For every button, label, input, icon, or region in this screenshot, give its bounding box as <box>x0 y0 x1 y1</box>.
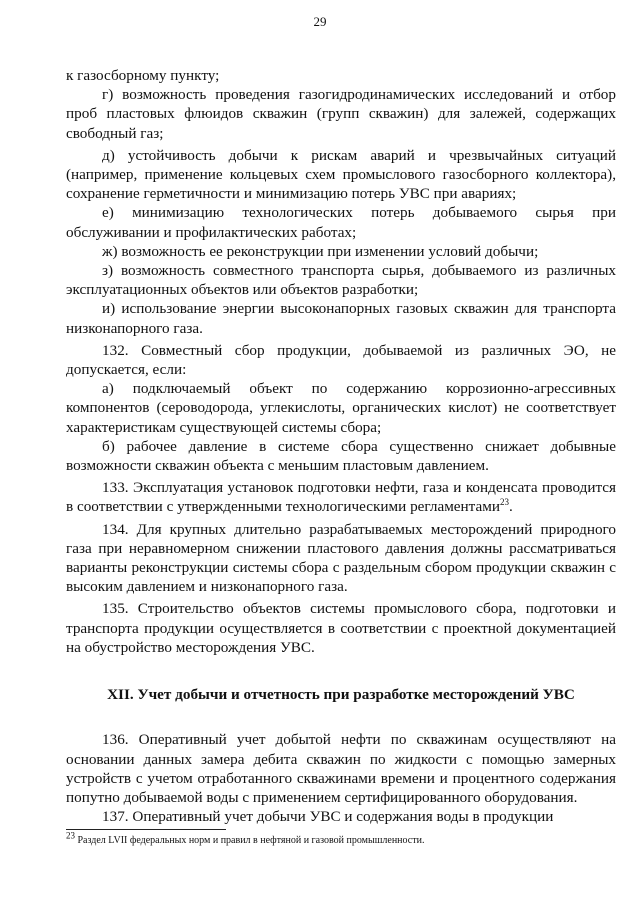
clause-137: 137. Оперативный учет добычи УВС и содержания воды в продукции <box>102 808 554 826</box>
list-item-z: з) возможность совместного транспорта сырья, добываемого из различных эксплуатационных объектов или объектов разработки; <box>66 262 616 299</box>
page-number: 29 <box>313 14 327 29</box>
footnote-divider <box>66 829 226 830</box>
clause-133-tail: . <box>508 498 513 516</box>
clause-133-text: 133. Эксплуатация установок подготовки нефти, газа и конденсата проводится в соответствии с утвержденными технологическими регламентами <box>66 479 616 516</box>
list-item-a: а) подключаемый объект по содержанию коррозионно-агрессивных компонентов (сероводорода, углекислоты, органических кислот) не соответствует характеристикам существующей системы сбора; <box>66 380 616 436</box>
list-item-b: б) рабочее давление в системе сбора существенно снижает добывные возможности скважин объекта с меньшим пластовым давлением. <box>66 437 616 475</box>
list-item-d: д) устойчивость добычи к рискам аварий и чрезвычайных ситуаций (например, применение кольцевых схем промыслового газосборного коллектора), сохранение герметичности и минимизацию потерь УВС при авариях; <box>66 146 616 203</box>
clause-136: 136. Оперативный учет добытой нефти по скважинам осуществляют на основании данных замера дебита скважин по жидкости с помощью замерных устройств с учетом отработанного скважинами времени и процентного содержания попутно добываемой воды с применением сертифицированного оборудования. <box>66 731 616 806</box>
clause-132: 132. Совместный сбор продукции, добываемой из различных ЭО, не допускается, если: <box>66 341 616 379</box>
list-item-zh: ж) возможность ее реконструкции при изменении условий добычи; <box>102 242 539 260</box>
list-item-e: е) минимизацию технологических потерь добываемого сырья при обслуживании и профилактических работах; <box>66 204 616 241</box>
section-heading: XII. Учет добычи и отчетность при разработке месторождений УВС <box>107 686 575 704</box>
clause-133 <box>66 478 616 516</box>
clause-134: 134. Для крупных длительно разрабатываемых месторождений природного газа при неравномерном снижении пластового давления должны рассматриваться варианты реконструкции системы сбора с раздельным сбором продукции скважин с высоким давлением и низконапорного газа. <box>66 520 616 596</box>
page-body <box>66 66 616 826</box>
list-item-i: и) использование энергии высоконапорных газовых скважин для транспорта низконапорного газа. <box>66 300 616 337</box>
footnote <box>66 830 616 847</box>
footnote-reference[interactable]: 23 <box>499 497 509 508</box>
footnote-mark: 23 <box>66 830 75 841</box>
clause-135: 135. Строительство объектов системы промыслового сбора, подготовки и транспорта продукции осуществляется в соответствии с проектной документацией на обустройство месторождения УВС. <box>66 600 616 656</box>
paragraph-continuation: к газосборному пункту; <box>66 67 220 84</box>
footnote-text: Раздел LVII федеральных норм и правил в нефтяной и газовой промышленности. <box>77 835 425 846</box>
list-item-g: г) возможность проведения газогидродинамических исследований и отбор проб пластовых флюидов скважин (групп скважин) для залежей, содержащих свободный газ; <box>66 86 616 142</box>
